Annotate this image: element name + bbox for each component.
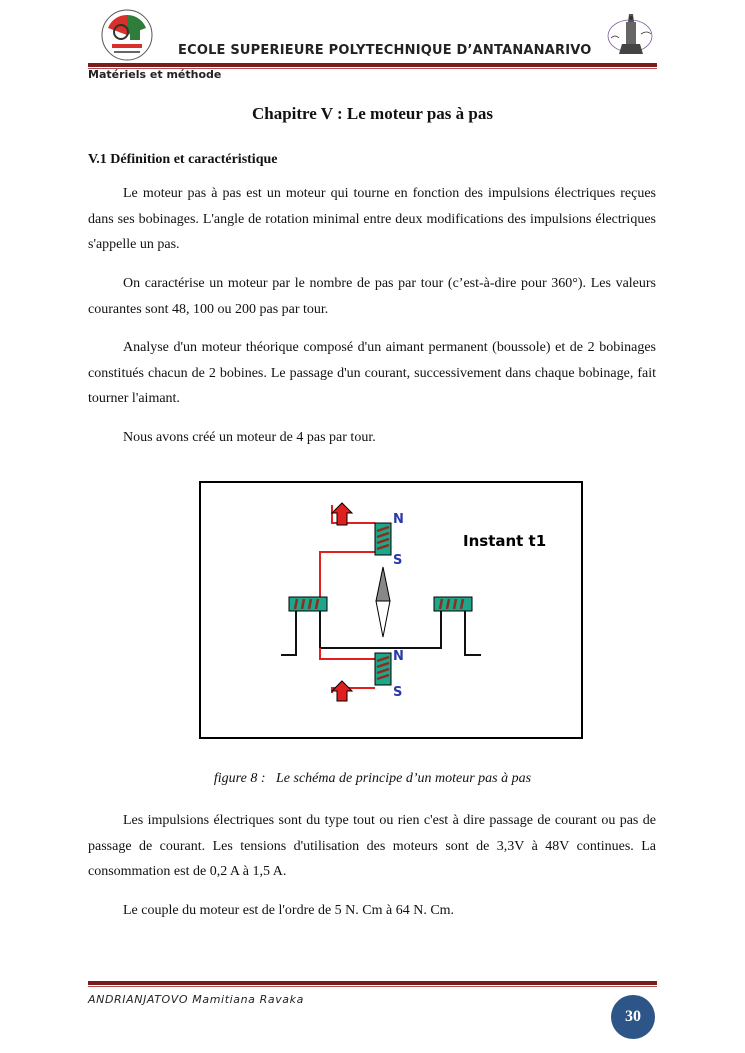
chapter-title: Chapitre V : Le moteur pas à pas: [251, 104, 493, 123]
left-logo: [98, 8, 156, 62]
header-rule: [88, 63, 657, 67]
paragraph-4-text: Nous avons créé un moteur de 4 pas par tour.: [123, 430, 376, 445]
paragraph-2: [88, 271, 656, 322]
footer-rule: [88, 981, 657, 985]
paragraph-6-text: Le couple du moteur est de l'ordre de 5 N. Cm à 64 N. Cm.: [123, 903, 455, 918]
active-winding-wire: [320, 505, 375, 693]
compass-needle-icon: [376, 567, 390, 637]
left-coil: [289, 597, 327, 611]
top-pole-s: S: [393, 553, 403, 568]
section-label: Matériels et méthode: [88, 68, 222, 81]
footer-rule-thin: [88, 986, 657, 987]
current-arrow-icon: [332, 681, 352, 701]
paragraph-5: [88, 808, 656, 885]
bottom-pole-s: S: [393, 685, 403, 700]
page-number-badge: 30: [611, 995, 655, 1039]
paragraph-1: [88, 181, 656, 258]
paragraph-4: [88, 425, 656, 451]
header-school-name: ECOLE SUPERIEURE POLYTECHNIQUE D’ANTANANARIVO: [178, 43, 592, 58]
instant-label: Instant t1: [463, 532, 547, 550]
faculty-logo-icon: [603, 8, 655, 60]
paragraph-1-text: Le moteur pas à pas est un moteur qui tourne en fonction des impulsions électriques reçues dans ses bobinages. L'angle de rotation minimal entre deux modifications des impulsions électriques s'appelle un pas.: [88, 186, 656, 252]
footer-author: ANDRIANJATOVO Mamitiana Ravaka: [88, 993, 304, 1006]
figure-caption: figure 8 : Le schéma de principe d’un moteur pas à pas: [213, 771, 532, 786]
paragraph-3: [88, 335, 656, 412]
paragraph-5-text: Les impulsions électriques sont du type tout ou rien c'est à dire passage de courant ou pas de passage de courant. Les tensions d'utilisation des moteurs sont de 3,3V à 48V continues. La consommation est de 0,2 A à 1,5 A.: [88, 813, 656, 879]
current-arrow-icon: [332, 503, 352, 525]
bottom-coil: [375, 653, 391, 685]
right-coil: [434, 597, 472, 611]
right-logo: [603, 8, 655, 60]
bottom-pole-n: N: [393, 649, 404, 664]
stepper-motor-figure: [199, 481, 583, 739]
stepper-motor-diagram: [201, 483, 581, 737]
paragraph-6: [88, 898, 656, 924]
top-coil: [375, 523, 391, 555]
paragraph-2-text: On caractérise un moteur par le nombre de pas par tour (c’est-à-dire pour 360°). Les valeurs courantes sont 48, 100 ou 200 pas par tour.: [88, 276, 656, 317]
subsection-title: V.1 Définition et caractéristique: [88, 152, 278, 167]
paragraph-3-text: Analyse d'un moteur théorique composé d'un aimant permanent (boussole) et de 2 bobinages constitués chacun de 2 bobines. Le passage d'un courant, successivement dans chaque bobinage, fait tourner l'aimant.: [88, 340, 656, 406]
school-emblem-icon: [98, 8, 156, 62]
top-pole-n: N: [393, 512, 404, 527]
